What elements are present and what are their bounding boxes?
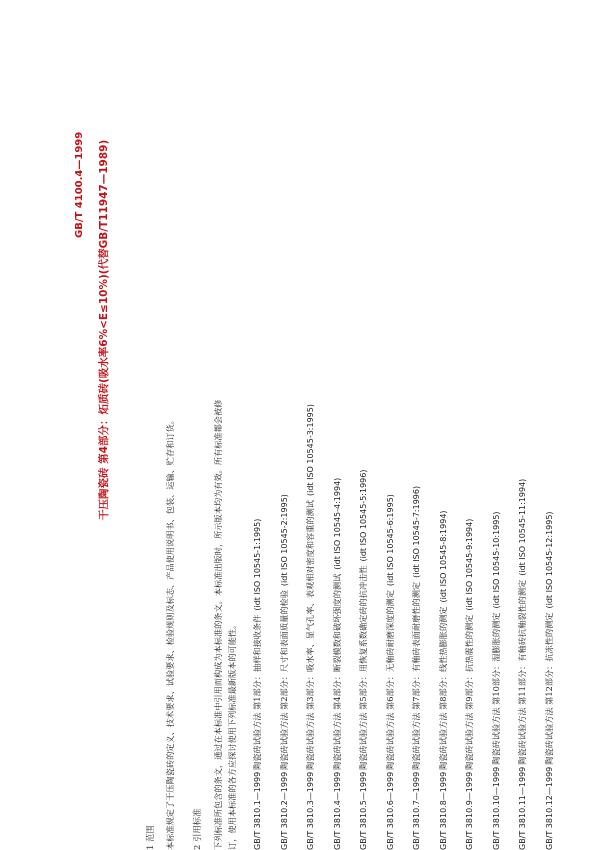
- reference-iso: (idt ISO 10545-2:1995): [279, 494, 289, 587]
- reference-description: 陶瓷砖试验方法 第12部分：抗冻性的测定: [543, 612, 554, 765]
- reference-id: GB/T 3810.11—1999: [518, 766, 527, 850]
- reference-description: 陶瓷砖试验方法 第10部分：湿膨胀的测定: [490, 612, 501, 765]
- reference-item: [252, 519, 263, 850]
- reference-description: 陶瓷砖试验方法 第1部分：抽样和接收条件: [252, 614, 262, 770]
- reference-description: 陶瓷砖试验方法 第3部分：吸水率、显气孔率、表观相对密度和容重的测试: [305, 500, 315, 770]
- reference-item: [491, 511, 502, 850]
- reference-id: GB/T 3810.6—1999: [385, 771, 395, 850]
- reference-description: 陶瓷砖试验方法 第8部分：线性热膨胀的测定: [437, 606, 448, 770]
- reference-iso: (idt ISO 10545-1:1995): [253, 518, 262, 611]
- reference-item: [411, 486, 422, 850]
- reference-description: 陶瓷砖试验方法 第6部分：无釉砖耐磨深度的测定: [384, 590, 395, 770]
- reference-iso: (idt ISO 10545-12:1995): [544, 511, 554, 609]
- reference-item: [279, 494, 290, 850]
- reference-iso: (idt ISO 10545-9:1994): [465, 518, 474, 611]
- reference-id: GB/T 3810.2—1999: [279, 771, 289, 850]
- reference-iso: (idt ISO 10545-5:1996): [359, 469, 368, 562]
- reference-iso: (idt ISO 10545-4:1994): [332, 477, 342, 570]
- reference-item: [305, 404, 316, 850]
- reference-id: GB/T 3810.9—1999: [465, 771, 474, 850]
- reference-description: 陶瓷砖试验方法 第9部分：抗热震性的测定: [464, 614, 474, 770]
- reference-item: [358, 470, 369, 850]
- reference-id: GB/T 3810.4—1999: [332, 771, 342, 850]
- reference-iso: (idt ISO 10545-7:1996): [412, 485, 421, 578]
- reference-id: GB/T 3810.1—1999: [253, 771, 262, 850]
- reference-iso: (idt ISO 10545-10:1995): [491, 511, 501, 609]
- section-body-normative-references-line1: 下列标准所包含的条文，通过在本标准中引用而构成为本标准的条文。本标准出版时，所示版本均为有效。所有标准都会被修: [213, 399, 223, 850]
- reference-iso: (idt ISO 10545-8:1994): [438, 510, 448, 603]
- reference-item: [332, 478, 343, 850]
- reference-id: GB/T 3810.5—1999: [359, 771, 368, 850]
- document-title: 干压陶瓷砖 第4部分：炻质砖(吸水率6%<E≤10%)(代替GB/T11947—1989): [98, 139, 110, 520]
- section-heading-scope: 1 范围: [145, 825, 155, 850]
- reference-item: [438, 510, 449, 850]
- reference-item: [517, 479, 528, 850]
- reference-description: 陶瓷砖试验方法 第2部分：尺寸和表面质量的检验: [278, 590, 289, 770]
- reference-iso: (idt ISO 10545-3:1995): [306, 404, 315, 496]
- reference-iso: (idt ISO 10545-6:1995): [385, 494, 395, 587]
- reference-id: GB/T 3810.7—1999: [412, 771, 421, 850]
- section-body-scope: 本标准规定了干压陶瓷砖的定义、技术要求、试验要求、检验规则及标志、产品使用说明书、包装、运输、贮存和订货。: [165, 416, 175, 850]
- reference-item: [544, 511, 555, 850]
- reference-id: GB/T 3810.10—1999: [491, 766, 501, 850]
- section-heading-normative-references: 2 引用标准: [192, 808, 202, 850]
- document-code: GB/T 4100.4—1999: [74, 131, 85, 238]
- reference-description: 陶瓷砖试验方法 第4部分：断裂模数和破坏强度的测试: [331, 573, 342, 770]
- reference-item: [385, 494, 396, 850]
- reference-description: 陶瓷砖试验方法 第5部分：用恢复系数确定砖的抗冲击性: [358, 565, 368, 770]
- reference-id: GB/T 3810.12—1999: [544, 766, 554, 850]
- reference-id: GB/T 3810.3—1999: [306, 771, 315, 850]
- reference-item: [464, 519, 475, 850]
- section-body-normative-references-line2: 订，使用本标准的各方应探讨使用下列标准最新版本的可能性。: [227, 620, 237, 850]
- reference-id: GB/T 3810.8—1999: [438, 771, 448, 850]
- reference-description: 陶瓷砖试验方法 第11部分：有釉砖抗釉裂性的测定: [517, 579, 527, 765]
- reference-description: 陶瓷砖试验方法 第7部分：有釉砖表面耐磨性的测定: [411, 581, 421, 770]
- reference-iso: (idt ISO 10545-11:1994): [518, 478, 527, 576]
